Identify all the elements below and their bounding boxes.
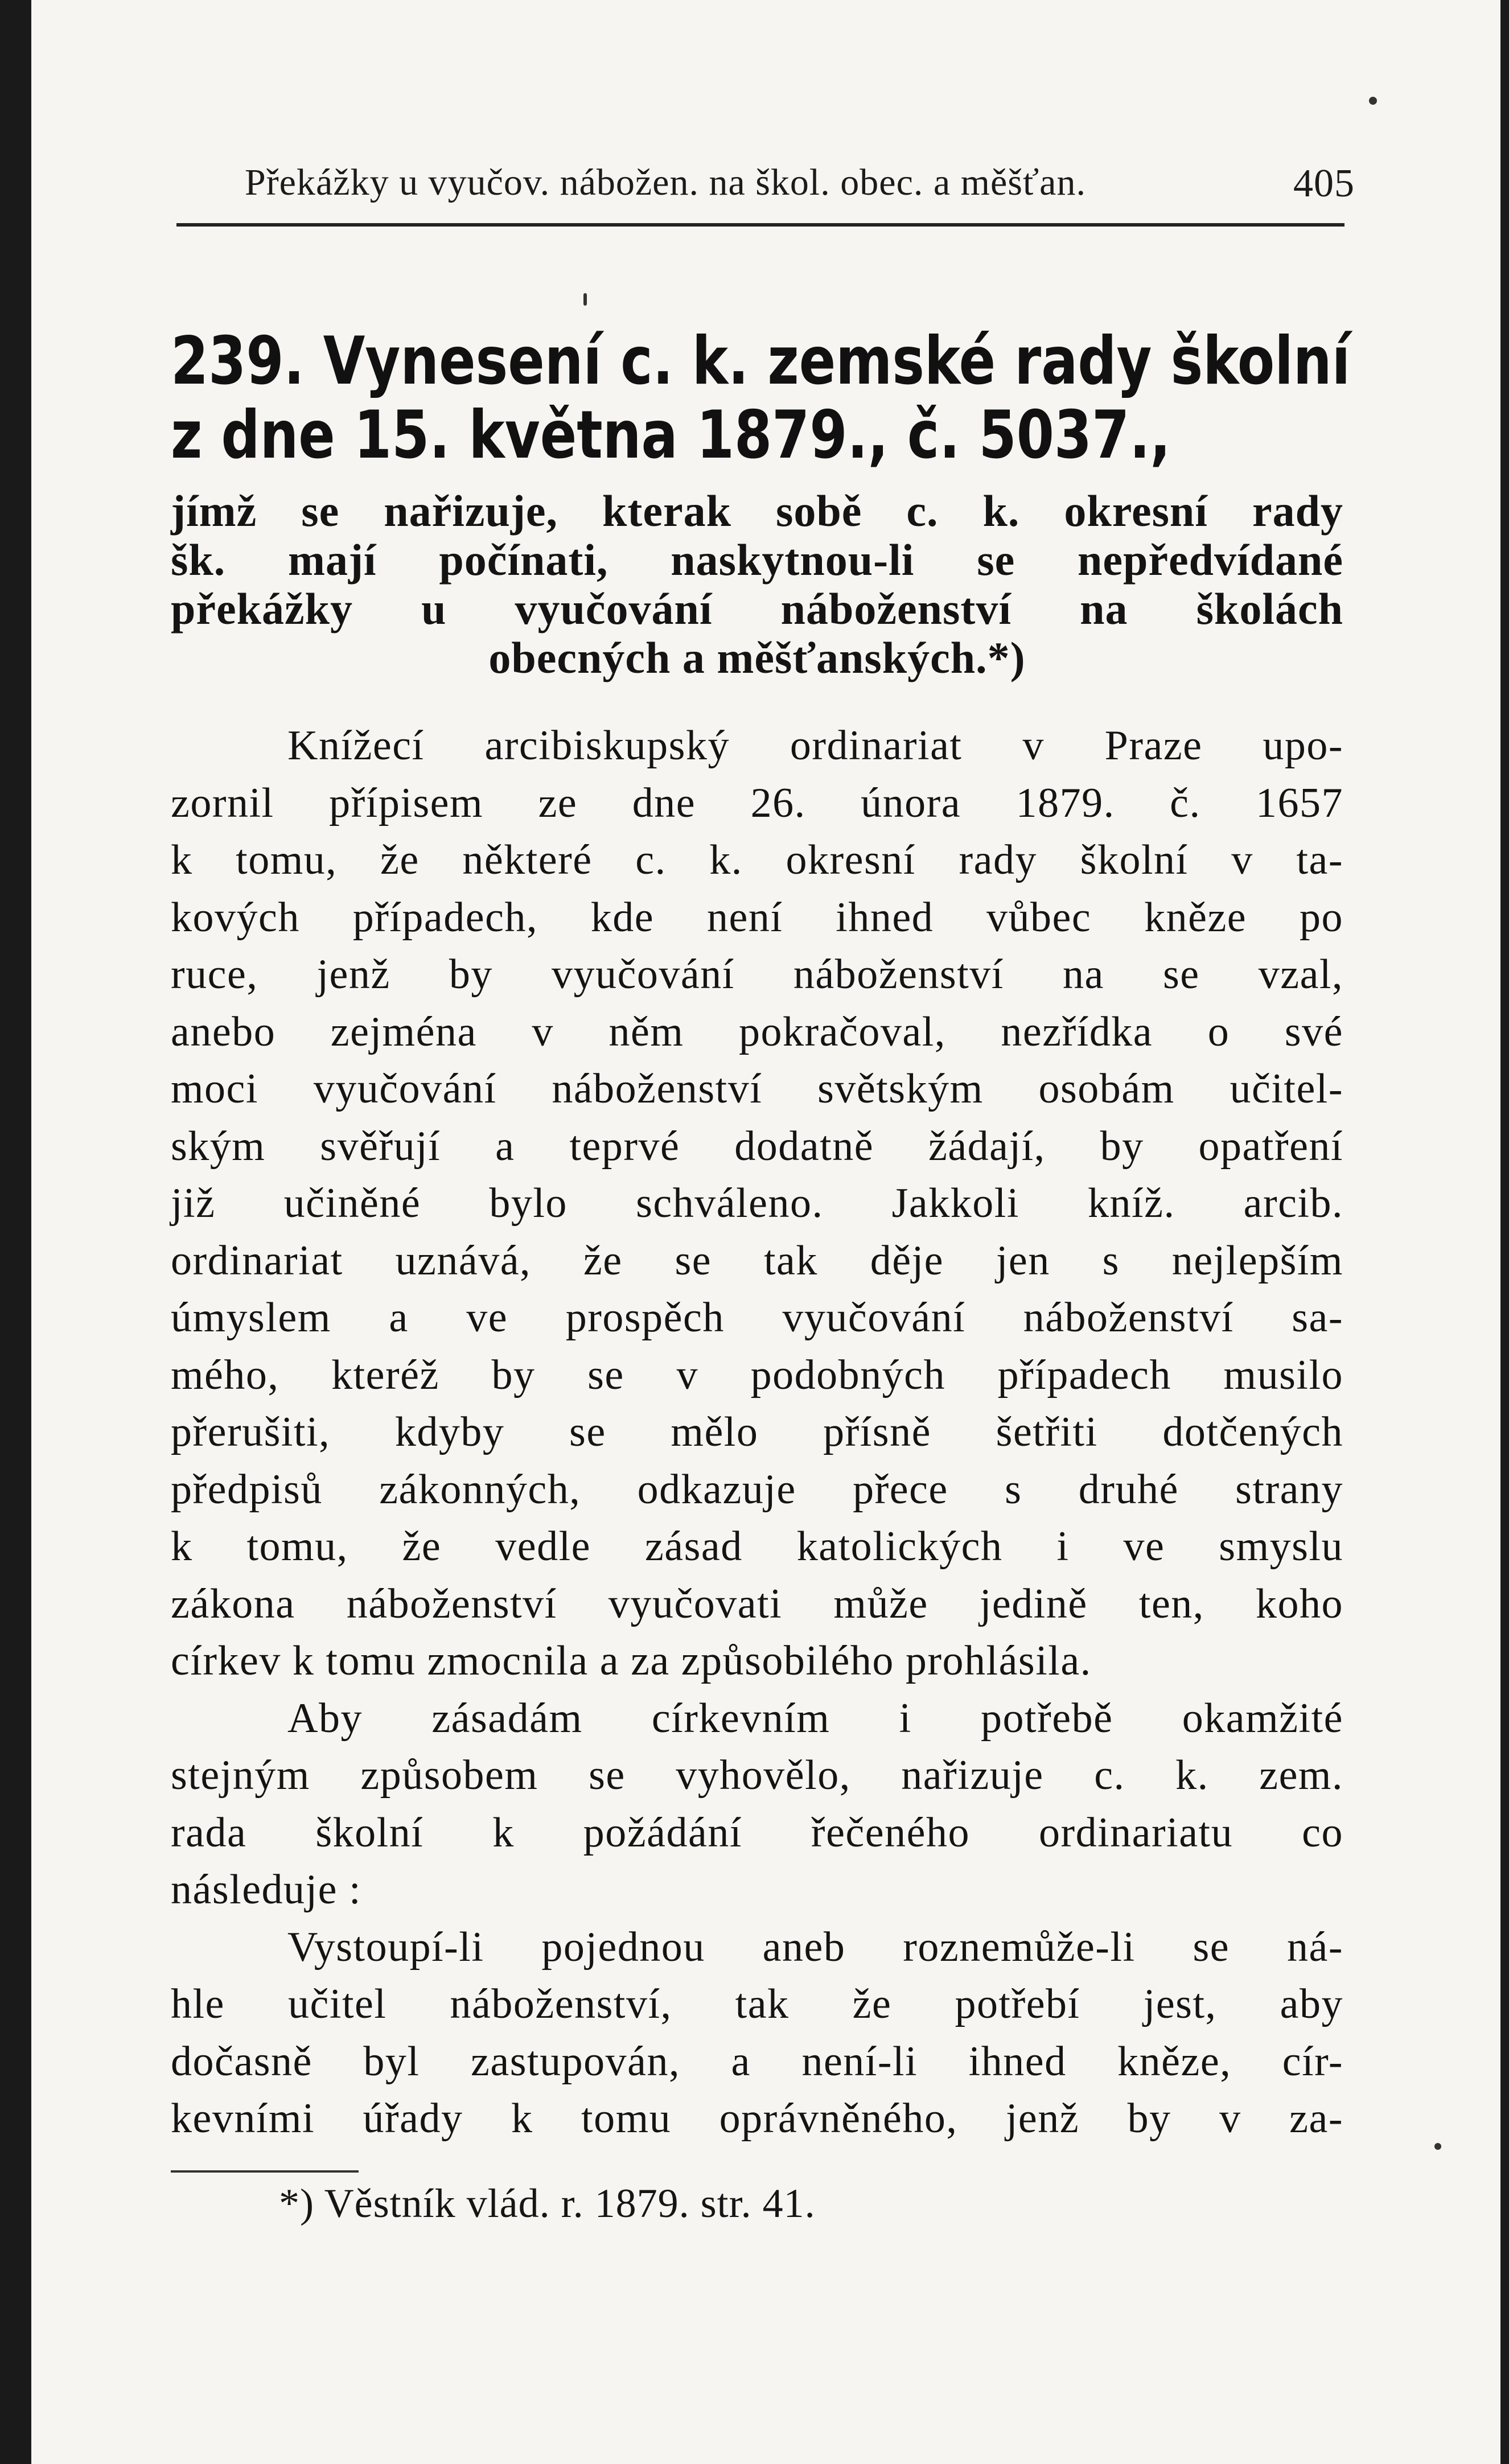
title-line: z dne 15. května 1879., č. 5037., [171, 397, 1171, 474]
body-line: stejným způsobem se vyhovělo, nařizuje c. k. zem. [171, 1752, 1343, 1799]
body-line: k tomu, že vedle zásad katolických i ve smyslu [171, 1523, 1343, 1570]
body-line: kevními úřady k tomu oprávněného, jenž by v za- [171, 2095, 1343, 2142]
header-rule [176, 223, 1344, 227]
body-line: moci vyučování náboženství světským osobám učitel- [171, 1066, 1343, 1112]
body-line: následuje : [171, 1866, 362, 1913]
footnote-rule [171, 2170, 359, 2173]
subtitle-line: obecných a měšťanských.*) [488, 633, 1026, 682]
subtitle-line: šk. mají počínati, naskytnou-li se nepředvídané [171, 535, 1343, 585]
body-line: dočasně byl zastupován, a není-li ihned kněze, cír- [171, 2038, 1343, 2085]
body-text [171, 717, 1343, 2148]
body-line: mého, kteréž by se v podobných případech musilo [171, 1351, 1343, 1398]
body-line: Vystoupí-li pojednou aneb roznemůže-li se ná- [287, 1923, 1343, 1971]
running-header [245, 161, 1355, 204]
body-line: ským svěřují a teprvé dodatně žádají, by opatření [171, 1122, 1343, 1170]
body-line: zákona náboženství vyučovati může jedině ten, koho [171, 1580, 1343, 1627]
body-line: k tomu, že některé c. k. okresní rady školní v ta- [171, 837, 1343, 883]
body-line: předpisů zákonných, odkazuje přece s druhé strany [171, 1466, 1343, 1513]
title-line: 239. Vynesení c. k. zemské rady školní [171, 323, 1351, 400]
print-speck [1369, 97, 1377, 105]
subtitle-line: jímž se nařizuje, kterak sobě c. k. okresní rady [171, 486, 1343, 536]
body-line: kových případech, kde není ihned vůbec kněze po [171, 894, 1343, 941]
body-line: úmyslem a ve prospěch vyučování náboženství sa- [171, 1294, 1343, 1341]
body-line: zornil přípisem ze dne 26. února 1879. č. 1657 [171, 779, 1343, 826]
body-line: Aby zásadám církevním i potřebě okamžité [287, 1694, 1343, 1742]
header-title: Překážky u vyučov. nábožen. na škol. obec. a měšťan. [245, 162, 1086, 203]
print-speck [583, 293, 587, 306]
body-line: hle učitel náboženství, tak že potřebí jest, aby [171, 1981, 1343, 2027]
article-subtitle [171, 487, 1343, 682]
body-line: již učiněné bylo schváleno. Jakkoli kníž. arcib. [171, 1180, 1343, 1227]
body-line: anebo zejména v něm pokračoval, nezřídka o své [171, 1008, 1343, 1055]
article-title [171, 323, 1351, 474]
body-line: církev k tomu zmocnila a za způsobilého prohlásila. [171, 1638, 1092, 1684]
body-line: rada školní k požádání řečeného ordinariatu co [171, 1809, 1343, 1856]
print-speck [1434, 2143, 1441, 2150]
body-line: Knížecí arcibiskupský ordinariat v Praze upo- [287, 722, 1343, 769]
body-line: přerušiti, kdyby se mělo přísně šetřiti dotčených [171, 1409, 1343, 1455]
footnote: *) Věstník vlád. r. 1879. str. 41. [279, 2181, 816, 2226]
body-line: ordinariat uznává, že se tak děje jen s nejlepším [171, 1237, 1343, 1284]
body-line: ruce, jenž by vyučování náboženství na se vzal, [171, 951, 1343, 998]
subtitle-line: překážky u vyučování náboženství na školách [171, 584, 1343, 634]
page-number: 405 [1293, 162, 1355, 205]
